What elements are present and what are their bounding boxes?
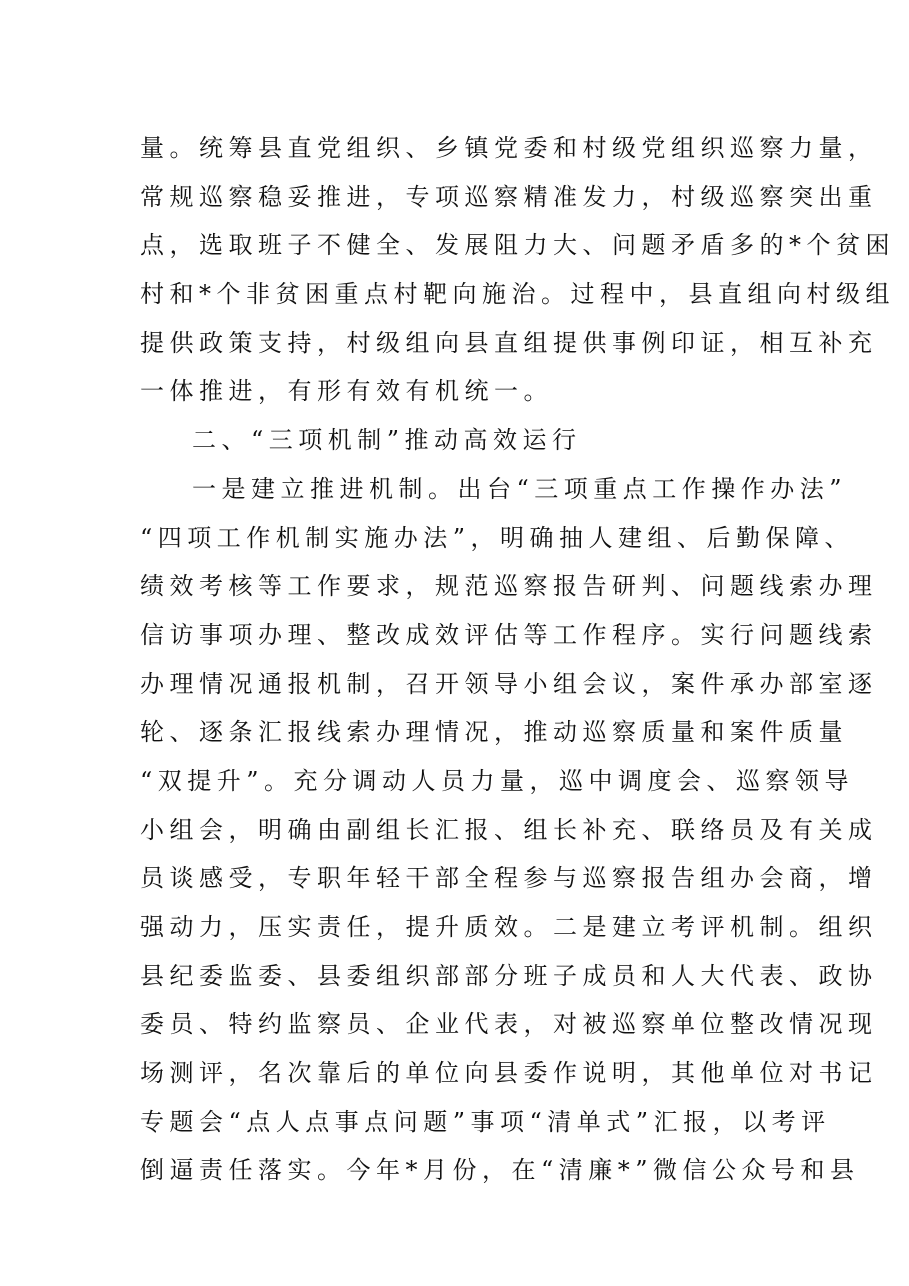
text-line: 县纪委监委、县委组织部部分班子成员和人大代表、政协: [140, 961, 878, 990]
text-line: 村和*个非贫困重点村靶向施治。过程中，县直组向村级组: [140, 280, 895, 309]
text-line: 常规巡察稳妥推进，专项巡察精准发力，村级巡察突出重: [140, 182, 878, 211]
text-line: 员谈感受，专职年轻干部全程参与巡察报告组办会商，增: [140, 864, 878, 893]
text-line: 绩效考核等工作要求，规范巡察报告研判、问题线索办理: [140, 572, 878, 601]
text-line: 一体推进，有形有效有机统一。: [140, 377, 553, 406]
text-line: “双提升”。充分调动人员力量，巡中调度会、巡察领导: [140, 766, 855, 795]
text-line: 轮、逐条汇报线索办理情况，推动巡察质量和案件质量: [140, 718, 848, 747]
paragraph-first-line: 一是建立推进机制。出台“三项重点工作操作办法”: [192, 474, 848, 503]
text-line: 倒逼责任落实。今年*月份，在“清廉*”微信公众号和县: [140, 1156, 860, 1185]
text-line: 提供政策支持，村级组向县直组提供事例印证，相互补充: [140, 328, 878, 357]
text-line: 办理情况通报机制，召开领导小组会议，案件承办部室逐: [140, 669, 878, 698]
text-line: 专题会“点人点事点问题”事项“清单式”汇报，以考评: [140, 1107, 831, 1136]
text-line: “四项工作机制实施办法”，明确抽人建组、后勤保障、: [140, 523, 855, 552]
section-heading: 二、“三项机制”推动高效运行: [192, 426, 582, 455]
text-line: 小组会，明确由副组长汇报、组长补充、联络员及有关成: [140, 815, 878, 844]
text-line: 点，选取班子不健全、发展阻力大、问题矛盾多的*个贫困: [140, 231, 895, 260]
text-line: 强动力，压实责任，提升质效。二是建立考评机制。组织: [140, 913, 878, 941]
text-line: 场测评，名次靠后的单位向县委作说明，其他单位对书记: [140, 1059, 878, 1088]
document-body: [140, 124, 895, 1195]
text-line: 委员、特约监察员、企业代表，对被巡察单位整改情况现: [140, 1010, 878, 1039]
text-line: 信访事项办理、整改成效评估等工作程序。实行问题线索: [140, 620, 878, 649]
text-line: 量。统筹县直党组织、乡镇党委和村级党组织巡察力量，: [140, 134, 878, 162]
